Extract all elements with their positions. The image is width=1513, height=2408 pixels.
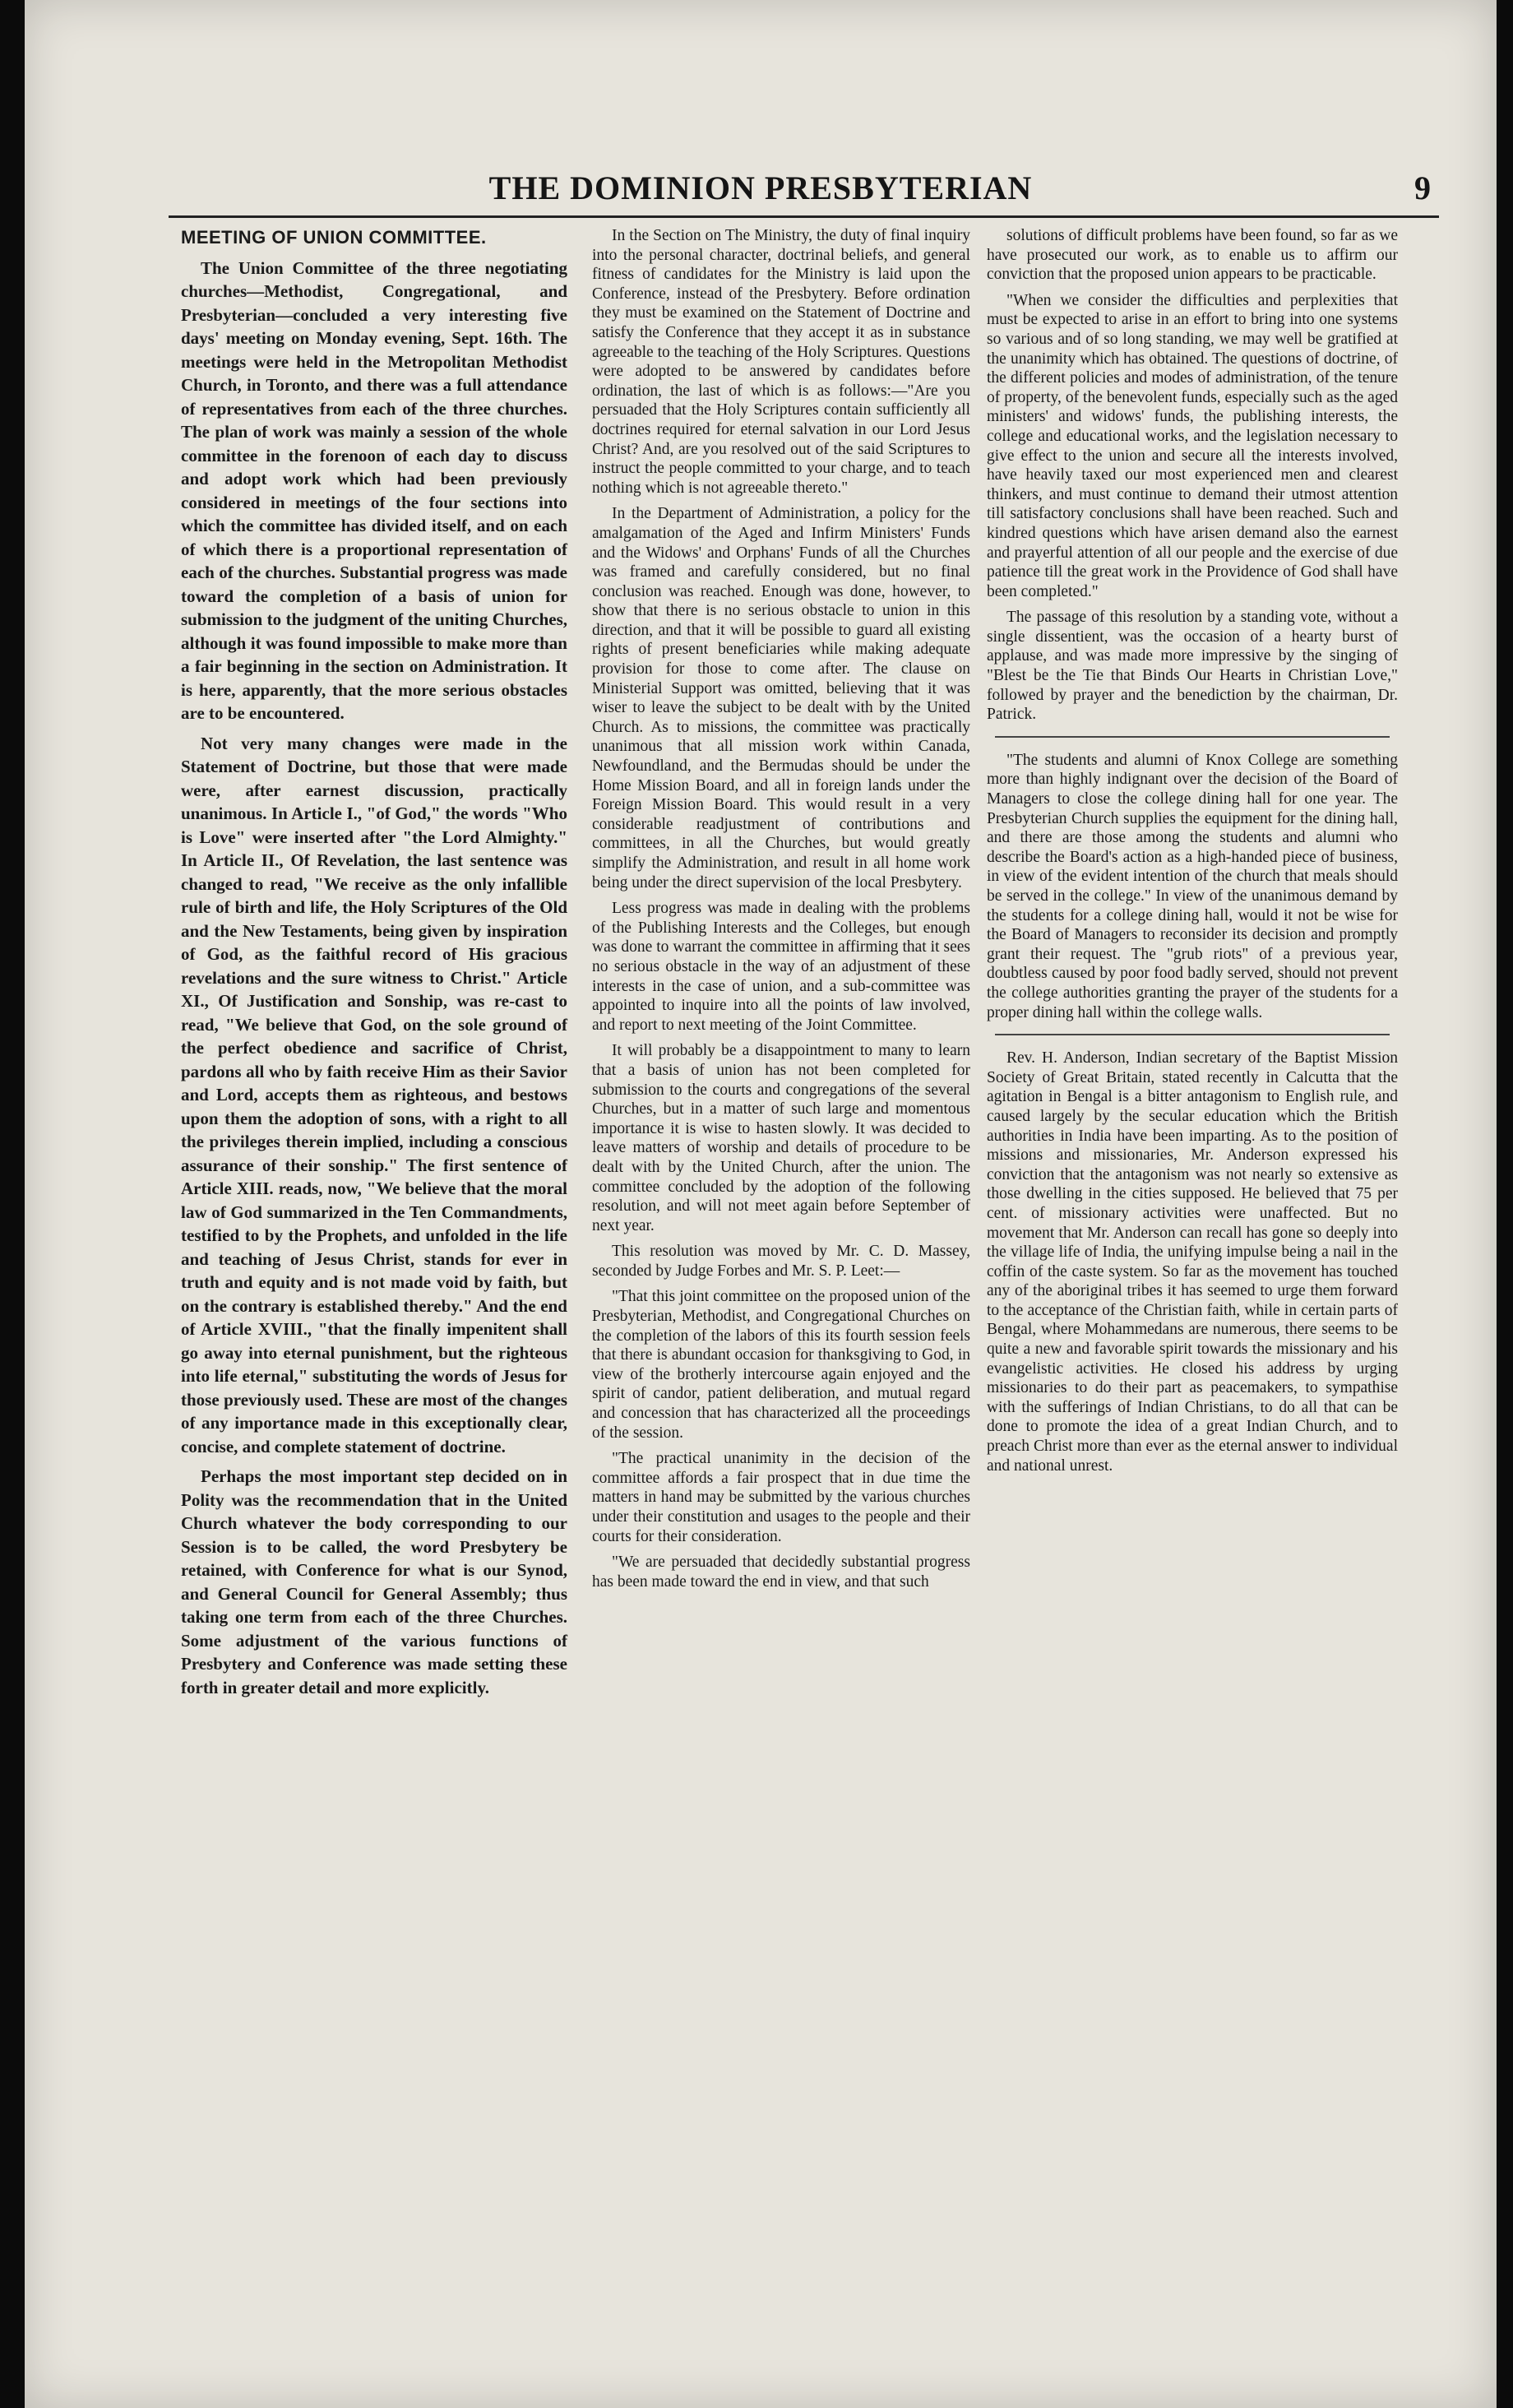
article-heading: MEETING OF UNION COMMITTEE.	[181, 227, 487, 248]
section-divider	[995, 736, 1390, 738]
column-1	[181, 226, 567, 1706]
column-3	[987, 226, 1398, 1482]
paragraph: solutions of difficult problems have been found, so far as we have prosecuted our work, as to enable us to affirm our conviction that the proposed union appears to be practicable.	[987, 227, 1398, 284]
paragraph: "We are persuaded that decidedly substantial progress has been made toward the end in view, and that such	[592, 1554, 970, 1591]
paragraph: It will probably be a disappointment to many to learn that a basis of union has not been completed for submission to the courts and congregations of the several Churches, but in a matter of such large and momentous importance it is wise to hasten slowly. It was decided to leave matters of worship and details of procedure to be dealt with by the United Church, after the union. The committee concluded by the adoption of the following resolution, and will not meet again before September of next year.	[592, 1042, 970, 1234]
paragraph: The passage of this resolution by a standing vote, without a single dissentient, was the occasion of a hearty burst of applause, and was made more impressive by the singing of "Blest be the Tie that Binds Our Hearts in Christian Love," followed by prayer and the benediction by the chairman, Dr. Patrick.	[987, 609, 1398, 724]
column-2	[592, 226, 970, 1598]
paragraph: "When we consider the difficulties and perplexities that must be expected to arise in an effort to bring into one systems so various and of so long standing, we may well be gratified at the unanimity which has obtained. The questions of doctrine, of the different policies and modes of administration, of the tenure of property, of the benevolent funds, especially such as the aged ministers' and widows' funds, the publishing interests, the college and educational works, and the legislation necessary to give effect to the union and secure all the interests involved, have heavily taxed our most experienced men and clearest thinkers, and must continue to demand their utmost attention till satisfactory conclusions shall have been reached. Such and kindred questions which have arisen demand also the earnest and prayerful attention of all our people and the exercise of due patience till the great work in the Providence of God shall have been completed."	[987, 291, 1398, 600]
paragraph: "The practical unanimity in the decision of the committee affords a fair prospect that in due time the matters in hand may be submitted by the various churches under their constitution and usages to the people and their courts for their consideration.	[592, 1450, 970, 1545]
paragraph: Less progress was made in dealing with the problems of the Publishing Interests and the Colleges, but enough was done to warrant the committee in affirming that it sees no serious obstacle in the way of an adjustment of these interests in the case of union, and a sub-committee was appointed to inquire into all the points of law involved, and report to next meeting of the Joint Committee.	[592, 900, 970, 1034]
paragraph: Not very many changes were made in the Statement of Doctrine, but those that were made were, after earnest discussion, practically unanimous. In Article I., "of God," the words "Who is Love" were inserted after "the Lord Almighty." In Article II., Of Revelation, the last sentence was changed to read, "We receive as the only infallible rule of birth and life, the Holy Scriptures of the Old and the New Testaments, being given by inspiration of God, as the faithful record of His gracious revelations and the sure witness to Christ." Article XI., Of Justification and Sonship, was re-cast to read, "We believe that God, on the sole ground of the perfect obedience and sacrifice of Christ, pardons all who by faith receive Him as their Savior and Lord, accepts them as righteous, and bestows upon them the adoption of sons, with a right to all the privileges therein implied, including a conscious assurance of their sonship." The first sentence of Article XIII. reads, now, "We believe that the moral law of God summarized in the Ten Commandments, testified to by the Prophets, and unfolded in the life and teaching of Jesus Christ, stands for ever in truth and equity and is not made void by faith, but on the contrary is established thereby." And the end of Article XVIII., "that the finally impenitent shall go away into eternal punishment, but the righteous into life eternal," substituting the words of Jesus for those previously used. These are most of the changes of any importance made in this exceptionally clear, concise, and complete statement of doctrine.	[181, 733, 567, 1456]
page-header	[25, 169, 1497, 218]
page-number: 9	[1414, 169, 1431, 206]
publication-title: THE DOMINION PRESBYTERIAN	[488, 169, 1033, 206]
paragraph: This resolution was moved by Mr. C. D. Massey, seconded by Judge Forbes and Mr. S. P. Leet:—	[592, 1243, 970, 1280]
header-rule	[169, 215, 1439, 218]
newspaper-page	[25, 0, 1497, 2408]
paragraph: The Union Committee of the three negotiating churches—Methodist, Congregational, and Presbyterian—concluded a very interesting five days' meeting on Monday evening, Sept. 16th. The meetings were held in the Metropolitan Methodist Church, in Toronto, and there was a full attendance of representatives from each of the three churches. The plan of work was mainly a session of the whole committee in the forenoon of each day to discuss and adopt work which had been previously considered in meetings of the four sections into which the committee has divided itself, and on each of which there is a proportional representation of each of the churches. Substantial progress was made toward the completion of a basis of union for submission to the judgment of the uniting Churches, although it was found impossible to make more than a fair beginning in the section on Administration. It is here, apparently, that the more serious obstacles are to be encountered.	[181, 257, 567, 723]
section-divider	[995, 1034, 1390, 1035]
paragraph: In the Department of Administration, a policy for the amalgamation of the Aged and Infirm Ministers' Funds and the Widows' and Orphans' Funds of all the Churches was framed and carefully considered, but no final conclusion was reached. Enough was done, however, to show that there is no serious obstacle to union in this direction, and that it will be possible to guard all existing rights of present beneficiaries while making adequate provision for those to come after. The clause on Ministerial Support was omitted, believing that it was wiser to leave the subject to be dealt with by the United Church. As to missions, the committee was practically unanimous that all mission work within Canada, Newfoundland, and the Bermudas should be under the Home Mission Board, and all in foreign lands under the Foreign Mission Board. This would result in a very considerable readjustment of contributions and committees, in all the Churches, but would greatly simplify the Administration, and result in all home work being under the direct supervision of the local Presbytery.	[592, 505, 970, 891]
paragraph: In the Section on The Ministry, the duty of final inquiry into the personal character, doctrinal beliefs, and general fitness of candidates for the Ministry is laid upon the Conference, instead of the Presbytery. Before ordination they must be examined on the Statement of Doctrine and satisfy the Conference that they accept it as in substance agreeable to the teaching of the Holy Scriptures. Questions were adopted to be answered by candidates before ordination, the last of which is as follows:—"Are you persuaded that the Holy Scriptures contain sufficiently all doctrines required for eternal salvation in our Lord Jesus Christ? And, are you resolved out of the said Scriptures to instruct the people committed to your charge, and to teach nothing which is not agreeable thereto."	[592, 227, 970, 497]
paragraph: "That this joint committee on the proposed union of the Presbyterian, Methodist, and Congregational Churches on the completion of the labors of this its fourth session feels that there is abundant occasion for thanksgiving to God, in view of the brotherly intercourse again enjoyed and the spirit of candor, patient deliberation, and mutual regard and concession that has characterized all the proceedings of the session.	[592, 1288, 970, 1442]
anderson-item: Rev. H. Anderson, Indian secretary of the Baptist Mission Society of Great Britain, stated recently in Calcutta that the agitation in Bengal is a bitter antagonism to English rule, and caused largely by the secular education which the British authorities in India have been imparting. As to the position of missions and missionaries, Mr. Anderson expressed his conviction that the antagonism was not nearly so extensive as those dwelling in the cities supposed. He believed that 75 per cent. of missionary activities were unaffected. But no movement that Mr. Anderson can recall has gone so deeply into the village life of India, the unifying impulse being a nail in the coffin of the caste system. So far as the movement has touched any of the aboriginal tribes it has seemed to urge them forward to the acceptance of the Christian faith, while in certain parts of Bengal, where Mohammedans are numerous, there seems to be quite a new and favorable spirit towards the missionary and his evangelistic activities. He closed his address by urging missionaries to do their part as peacemakers, to sympathise with the sufferings of Indian Christians, to do all that can be done to promote the idea of a great Indian Church, and to preach Christ more than ever as the eternal answer to individual and national unrest.	[987, 1049, 1398, 1475]
paragraph: Perhaps the most important step decided on in Polity was the recommendation that in the United Church whatever the body corresponding to our Session is to be called, the word Presbytery be retained, with Conference for what is our Synod, and General Council for General Assembly; thus taking one term from each of the three Churches. Some adjustment of the various functions of Presbytery and Conference was made setting these forth in greater detail and more explicitly.	[181, 1466, 567, 1697]
knox-college-item: "The students and alumni of Knox College are something more than highly indignant over the decision of the Board of Managers to close the college dining hall for one year. The Presbyterian Church supplies the equipment for the dining hall, and there are those among the students and alumni who describe the Board's action as a high-handed piece of business, in view of the evident intention of the church that meals should be served in the college." In view of the unanimous demand by the students for a college dining hall, would it not be wise for the Board of Managers to reconsider its decision and promptly grant their request. The "grub riots" of a previous year, doubtless caused by poor food badly served, should not prevent the college authorities granting the prayer of the students for a proper dining hall within the college walls.	[987, 751, 1398, 1021]
